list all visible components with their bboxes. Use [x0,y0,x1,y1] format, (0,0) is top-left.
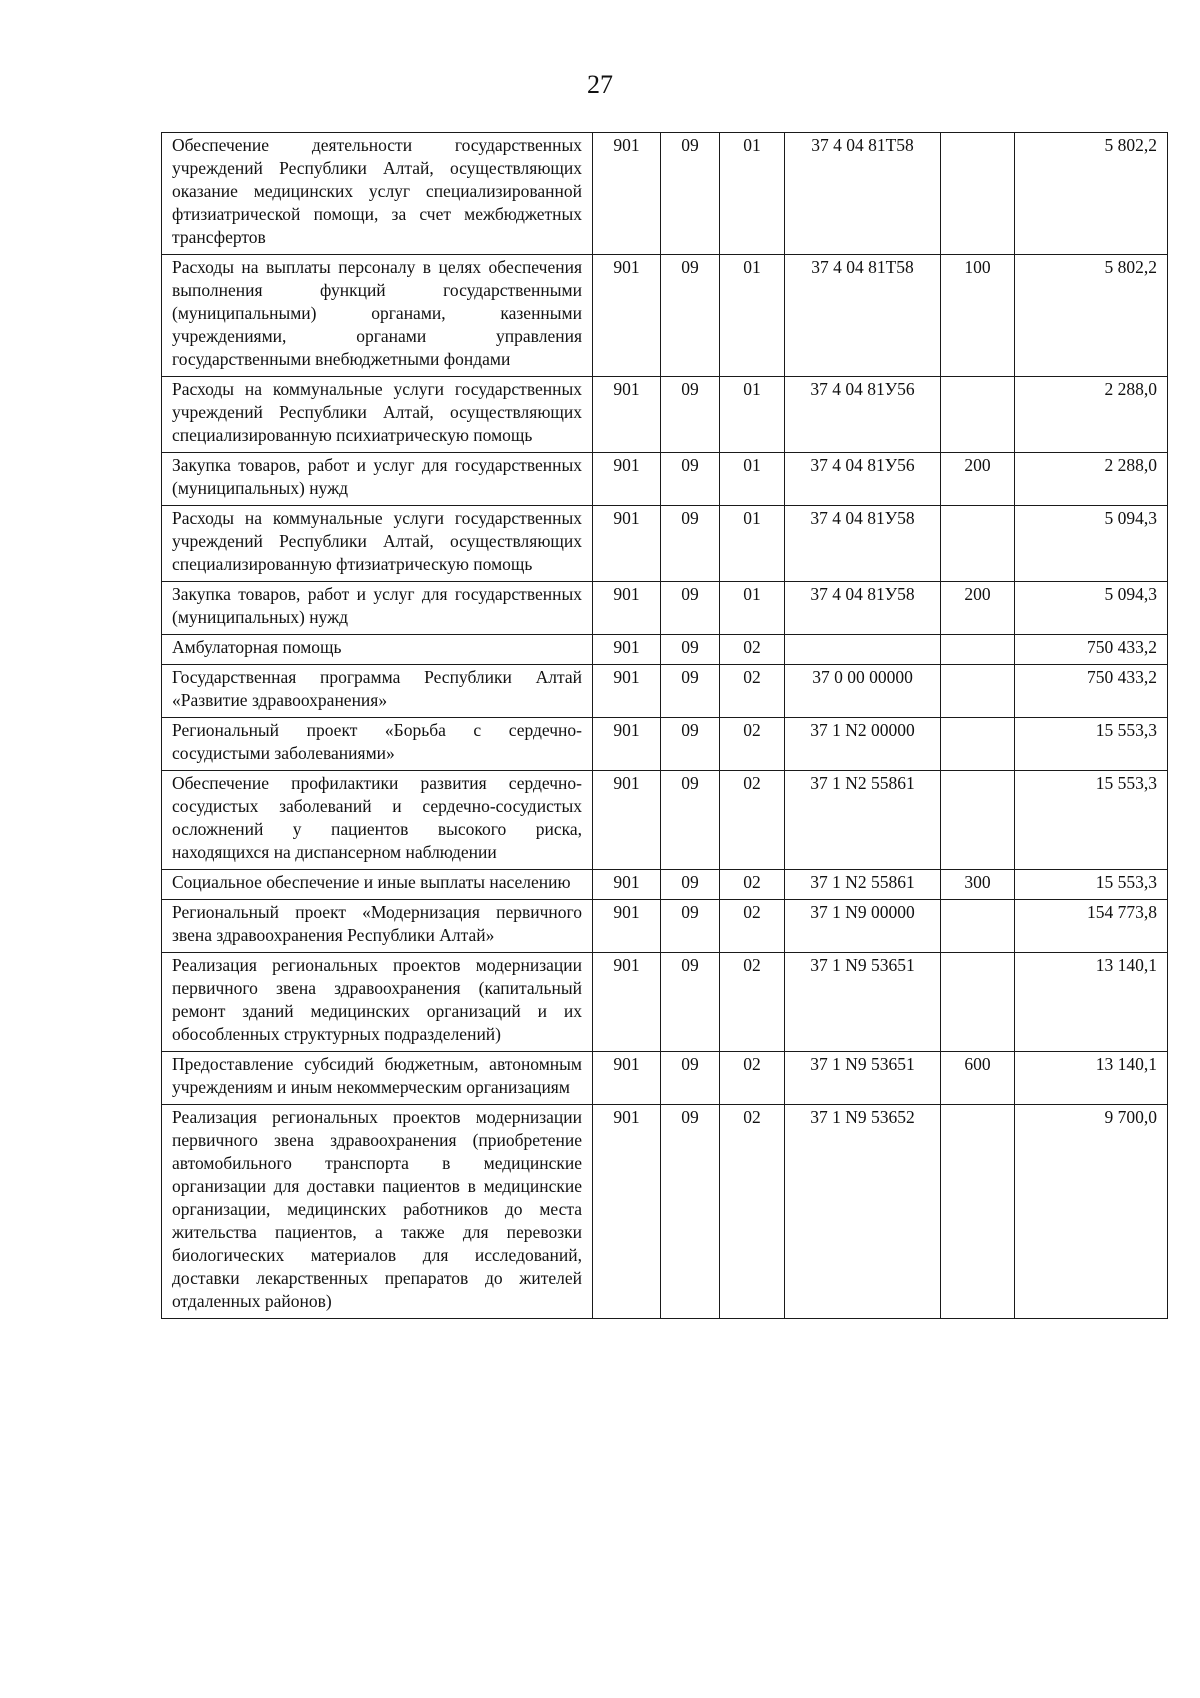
row-section-code: 09 [661,1052,720,1105]
row-grbs-code: 901 [593,665,661,718]
row-amount: 5 094,3 [1015,582,1168,635]
row-section-code: 09 [661,771,720,870]
row-section-code: 09 [661,900,720,953]
row-grbs-code: 901 [593,506,661,582]
row-section-code: 09 [661,1105,720,1319]
row-subsection-code: 02 [720,771,785,870]
row-expense-type-code: 200 [941,582,1015,635]
row-grbs-code: 901 [593,870,661,900]
row-description: Закупка товаров, работ и услуг для государственных (муниципальных) нужд [162,582,593,635]
row-target-article-code: 37 0 00 00000 [785,665,941,718]
row-expense-type-code: 100 [941,255,1015,377]
row-expense-type-code [941,900,1015,953]
row-target-article-code: 37 1 N2 55861 [785,771,941,870]
row-expense-type-code: 300 [941,870,1015,900]
budget-table [161,132,1168,1319]
row-amount: 5 094,3 [1015,506,1168,582]
row-section-code: 09 [661,255,720,377]
row-expense-type-code [941,718,1015,771]
row-target-article-code: 37 1 N9 53651 [785,953,941,1052]
row-description: Обеспечение деятельности государственных учреждений Республики Алтай, осуществляющих оказание медицинских услуг специализированной фтизиатрической помощи, за счет межбюджетных трансфертов [162,133,593,255]
row-amount: 2 288,0 [1015,453,1168,506]
budget-table-body [162,133,1168,1319]
table-row [162,635,1168,665]
row-subsection-code: 01 [720,506,785,582]
row-subsection-code: 01 [720,133,785,255]
row-expense-type-code [941,506,1015,582]
row-amount: 13 140,1 [1015,1052,1168,1105]
row-description: Региональный проект «Модернизация первичного звена здравоохранения Республики Алтай» [162,900,593,953]
row-description: Расходы на коммунальные услуги государственных учреждений Республики Алтай, осуществляющих специализированную фтизиатрическую помощь [162,506,593,582]
table-row [162,133,1168,255]
row-subsection-code: 02 [720,665,785,718]
table-row [162,255,1168,377]
row-target-article-code: 37 1 N9 00000 [785,900,941,953]
table-row [162,1105,1168,1319]
row-amount: 15 553,3 [1015,771,1168,870]
row-target-article-code: 37 4 04 81У56 [785,377,941,453]
row-subsection-code: 02 [720,953,785,1052]
row-section-code: 09 [661,870,720,900]
row-section-code: 09 [661,377,720,453]
row-target-article-code: 37 4 04 81У56 [785,453,941,506]
row-amount: 5 802,2 [1015,255,1168,377]
row-expense-type-code [941,1105,1015,1319]
table-row [162,582,1168,635]
row-section-code: 09 [661,665,720,718]
row-target-article-code: 37 1 N9 53652 [785,1105,941,1319]
row-subsection-code: 01 [720,255,785,377]
row-grbs-code: 901 [593,900,661,953]
table-row [162,506,1168,582]
row-description: Расходы на коммунальные услуги государственных учреждений Республики Алтай, осуществляющих специализированную психиатрическую помощь [162,377,593,453]
row-expense-type-code [941,665,1015,718]
row-amount: 15 553,3 [1015,870,1168,900]
row-expense-type-code [941,377,1015,453]
row-section-code: 09 [661,582,720,635]
row-expense-type-code [941,635,1015,665]
row-subsection-code: 02 [720,635,785,665]
row-amount: 750 433,2 [1015,665,1168,718]
row-section-code: 09 [661,718,720,771]
row-grbs-code: 901 [593,255,661,377]
row-grbs-code: 901 [593,1105,661,1319]
row-amount: 5 802,2 [1015,133,1168,255]
row-amount: 154 773,8 [1015,900,1168,953]
row-expense-type-code [941,133,1015,255]
row-description: Закупка товаров, работ и услуг для государственных (муниципальных) нужд [162,453,593,506]
row-description: Региональный проект «Борьба с сердечно-сосудистыми заболеваниями» [162,718,593,771]
row-target-article-code: 37 1 N9 53651 [785,1052,941,1105]
row-section-code: 09 [661,133,720,255]
row-section-code: 09 [661,635,720,665]
row-target-article-code: 37 4 04 81Т58 [785,255,941,377]
row-description: Реализация региональных проектов модернизации первичного звена здравоохранения (капитальный ремонт зданий медицинских организаций и их обособленных структурных подразделений) [162,953,593,1052]
table-row [162,665,1168,718]
row-description: Государственная программа Республики Алтай «Развитие здравоохранения» [162,665,593,718]
row-grbs-code: 901 [593,635,661,665]
row-target-article-code: 37 1 N2 55861 [785,870,941,900]
row-grbs-code: 901 [593,453,661,506]
table-row [162,771,1168,870]
row-grbs-code: 901 [593,953,661,1052]
row-amount: 750 433,2 [1015,635,1168,665]
row-grbs-code: 901 [593,582,661,635]
table-row [162,953,1168,1052]
row-target-article-code: 37 4 04 81Т58 [785,133,941,255]
row-expense-type-code: 200 [941,453,1015,506]
row-amount: 13 140,1 [1015,953,1168,1052]
table-row [162,900,1168,953]
row-description: Реализация региональных проектов модернизации первичного звена здравоохранения (приобретение автомобильного транспорта в медицинские организации для доставки пациентов в медицинские организации, медицинских работников до места жительства пациентов, а также для перевозки биологических материалов для исследований, доставки лекарственных препаратов до жителей отдаленных районов) [162,1105,593,1319]
row-target-article-code: 37 4 04 81У58 [785,582,941,635]
row-subsection-code: 02 [720,1105,785,1319]
table-row [162,1052,1168,1105]
row-description: Социальное обеспечение и иные выплаты населению [162,870,593,900]
row-subsection-code: 01 [720,377,785,453]
table-row [162,453,1168,506]
row-expense-type-code: 600 [941,1052,1015,1105]
row-subsection-code: 01 [720,582,785,635]
row-section-code: 09 [661,506,720,582]
row-target-article-code: 37 4 04 81У58 [785,506,941,582]
row-target-article-code: 37 1 N2 00000 [785,718,941,771]
row-subsection-code: 02 [720,870,785,900]
row-expense-type-code [941,771,1015,870]
row-grbs-code: 901 [593,377,661,453]
row-amount: 9 700,0 [1015,1105,1168,1319]
row-description: Предоставление субсидий бюджетным, автономным учреждениям и иным некоммерческим организациям [162,1052,593,1105]
row-grbs-code: 901 [593,1052,661,1105]
row-subsection-code: 01 [720,453,785,506]
row-amount: 15 553,3 [1015,718,1168,771]
table-row [162,870,1168,900]
row-expense-type-code [941,953,1015,1052]
row-target-article-code [785,635,941,665]
row-grbs-code: 901 [593,133,661,255]
row-amount: 2 288,0 [1015,377,1168,453]
row-description: Расходы на выплаты персоналу в целях обеспечения выполнения функций государственными (муниципальными) органами, казенными учреждениями, органами управления государственными внебюджетными фондами [162,255,593,377]
row-subsection-code: 02 [720,900,785,953]
page-number: 27 [587,70,613,99]
row-subsection-code: 02 [720,718,785,771]
row-section-code: 09 [661,453,720,506]
row-description: Амбулаторная помощь [162,635,593,665]
row-description: Обеспечение профилактики развития сердечно-сосудистых заболеваний и сердечно-сосудистых осложнений у пациентов высокого риска, находящихся на диспансерном наблюдении [162,771,593,870]
row-section-code: 09 [661,953,720,1052]
row-subsection-code: 02 [720,1052,785,1105]
row-grbs-code: 901 [593,771,661,870]
table-row [162,718,1168,771]
table-row [162,377,1168,453]
row-grbs-code: 901 [593,718,661,771]
